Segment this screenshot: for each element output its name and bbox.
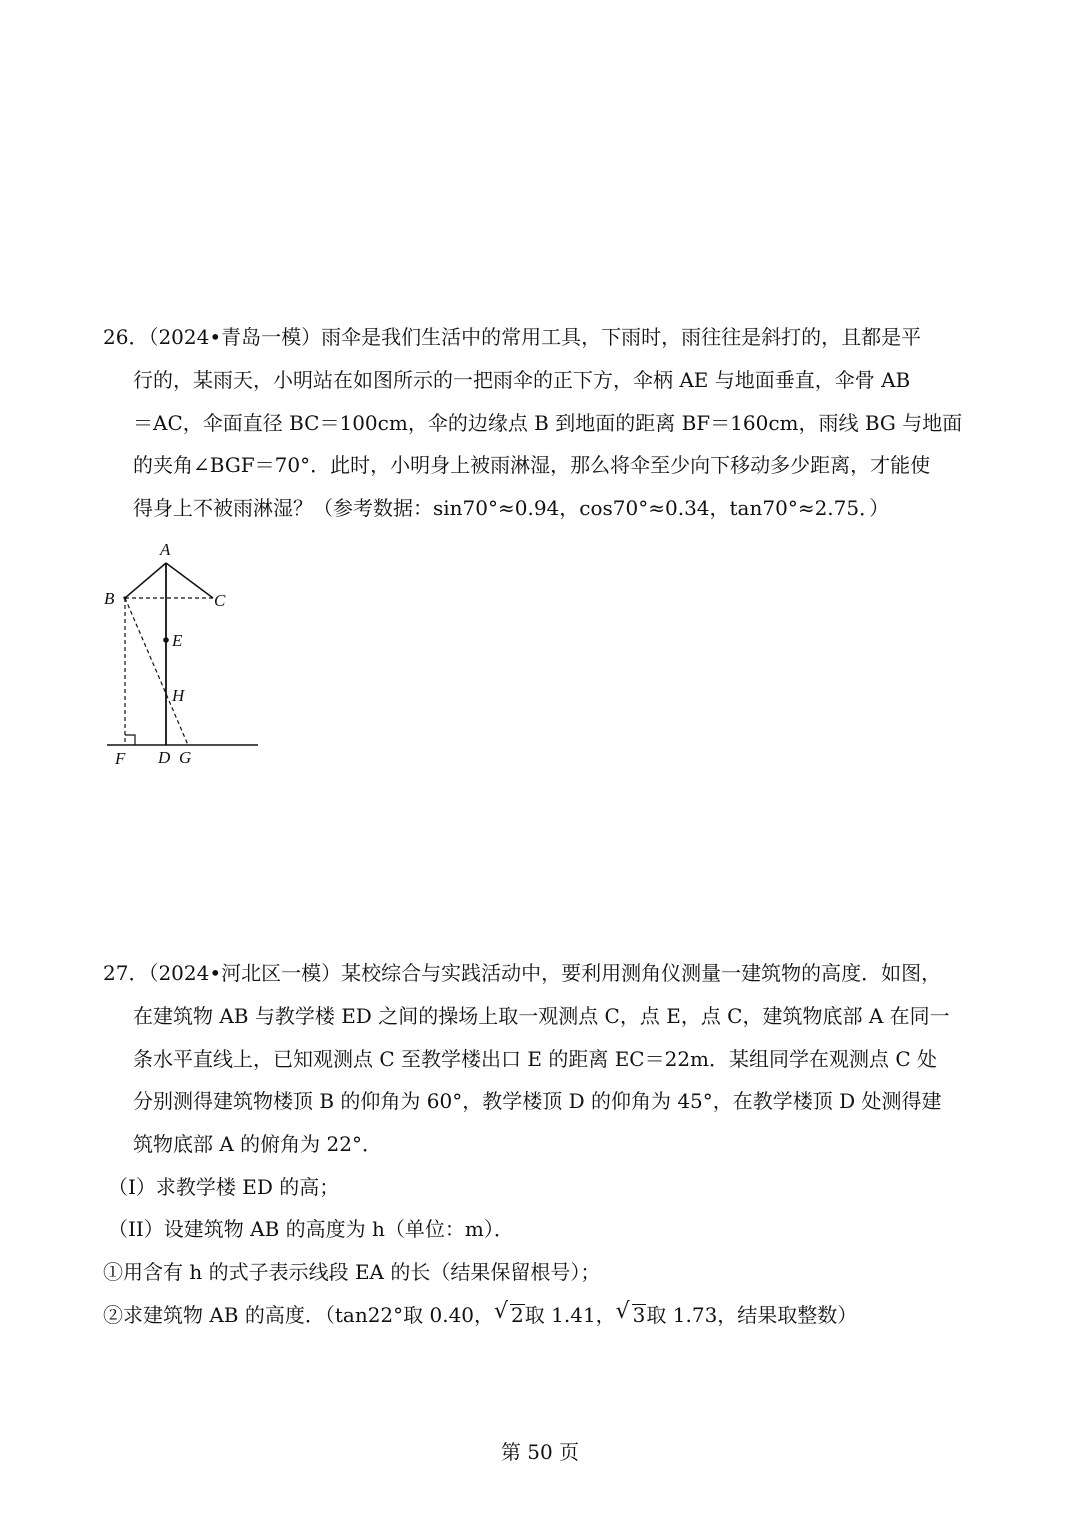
radical-sign-icon: √ bbox=[615, 1299, 630, 1324]
label-g: G bbox=[179, 748, 192, 767]
problem-27-sub-1: ①用含有 h 的式子表示线段 EA 的长（结果保留根号）； bbox=[103, 1260, 601, 1284]
umbrella-figure bbox=[95, 535, 275, 775]
label-e: E bbox=[172, 631, 183, 650]
point-b bbox=[123, 596, 126, 599]
sqrt-2 bbox=[494, 1299, 525, 1327]
label-c: C bbox=[214, 591, 226, 610]
problem-26-line-4: 的夹角∠BGF＝70°．此时，小明身上被雨淋湿，那么将伞至少向下移动多少距离，才能使 bbox=[133, 453, 931, 477]
rib-ac bbox=[166, 563, 213, 598]
rain-line-bg bbox=[125, 598, 188, 745]
sub-2-text-a: ②求建筑物 AB 的高度．（tan22°取 0.40， bbox=[103, 1303, 495, 1327]
problem-27-sub-2 bbox=[103, 1299, 858, 1327]
radical-sign-icon: √ bbox=[494, 1299, 509, 1324]
point-e bbox=[163, 637, 169, 643]
sub-2-text-c: 取 1.73，结果取整数） bbox=[646, 1303, 858, 1327]
sub-2-text-b: 取 1.41， bbox=[524, 1303, 616, 1327]
right-angle-mark bbox=[125, 735, 135, 745]
page-number: 第 50 页 bbox=[500, 1440, 580, 1464]
radicand-3: 3 bbox=[632, 1303, 646, 1327]
rib-ab bbox=[125, 563, 166, 598]
label-b: B bbox=[104, 589, 115, 608]
label-d: D bbox=[158, 748, 171, 767]
problem-26-line-3: ＝AC，伞面直径 BC＝100cm，伞的边缘点 B 到地面的距离 BF＝160cm，雨线 BG 与地面 bbox=[133, 411, 963, 435]
problem-27-line-5: 筑物底部 A 的俯角为 22°． bbox=[133, 1132, 382, 1156]
problem-27-part-1: （I）求教学楼 ED 的高； bbox=[108, 1175, 340, 1199]
sqrt-3 bbox=[615, 1299, 647, 1327]
problem-26-line-2: 行的，某雨天，小明站在如图所示的一把雨伞的正下方，伞柄 AE 与地面垂直，伞骨 AB bbox=[133, 368, 911, 392]
problem-26-line-1: 26．（2024•青岛一模）雨伞是我们生活中的常用工具，下雨时，雨往往是斜打的，且都是平 bbox=[103, 325, 922, 349]
label-h: H bbox=[172, 686, 185, 705]
problem-26-line-5: 得身上不被雨淋湿？（参考数据：sin70°≈0.94，cos70°≈0.34，tan70°≈2.75．） bbox=[133, 496, 890, 520]
problem-27-line-3: 条水平直线上，已知观测点 C 至教学楼出口 E 的距离 EC＝22m．某组同学在观测点 C 处 bbox=[133, 1047, 938, 1071]
label-a: A bbox=[160, 540, 171, 559]
problem-27-line-4: 分别测得建筑物楼顶 B 的仰角为 60°，教学楼顶 D 的仰角为 45°，在教学楼顶 D 处测得建 bbox=[133, 1089, 942, 1113]
label-f: F bbox=[115, 749, 126, 768]
problem-27-part-2: （II）设建筑物 AB 的高度为 h（单位：m）． bbox=[108, 1217, 514, 1241]
radicand-2: 2 bbox=[511, 1303, 524, 1327]
problem-27-line-1: 27．（2024•河北区一模）某校综合与实践活动中，要利用测角仪测量一建筑物的高度．如图， bbox=[103, 961, 942, 985]
problem-27-line-2: 在建筑物 AB 与教学楼 ED 之间的操场上取一观测点 C，点 E，点 C，建筑物底部 A 在同一 bbox=[133, 1004, 950, 1028]
